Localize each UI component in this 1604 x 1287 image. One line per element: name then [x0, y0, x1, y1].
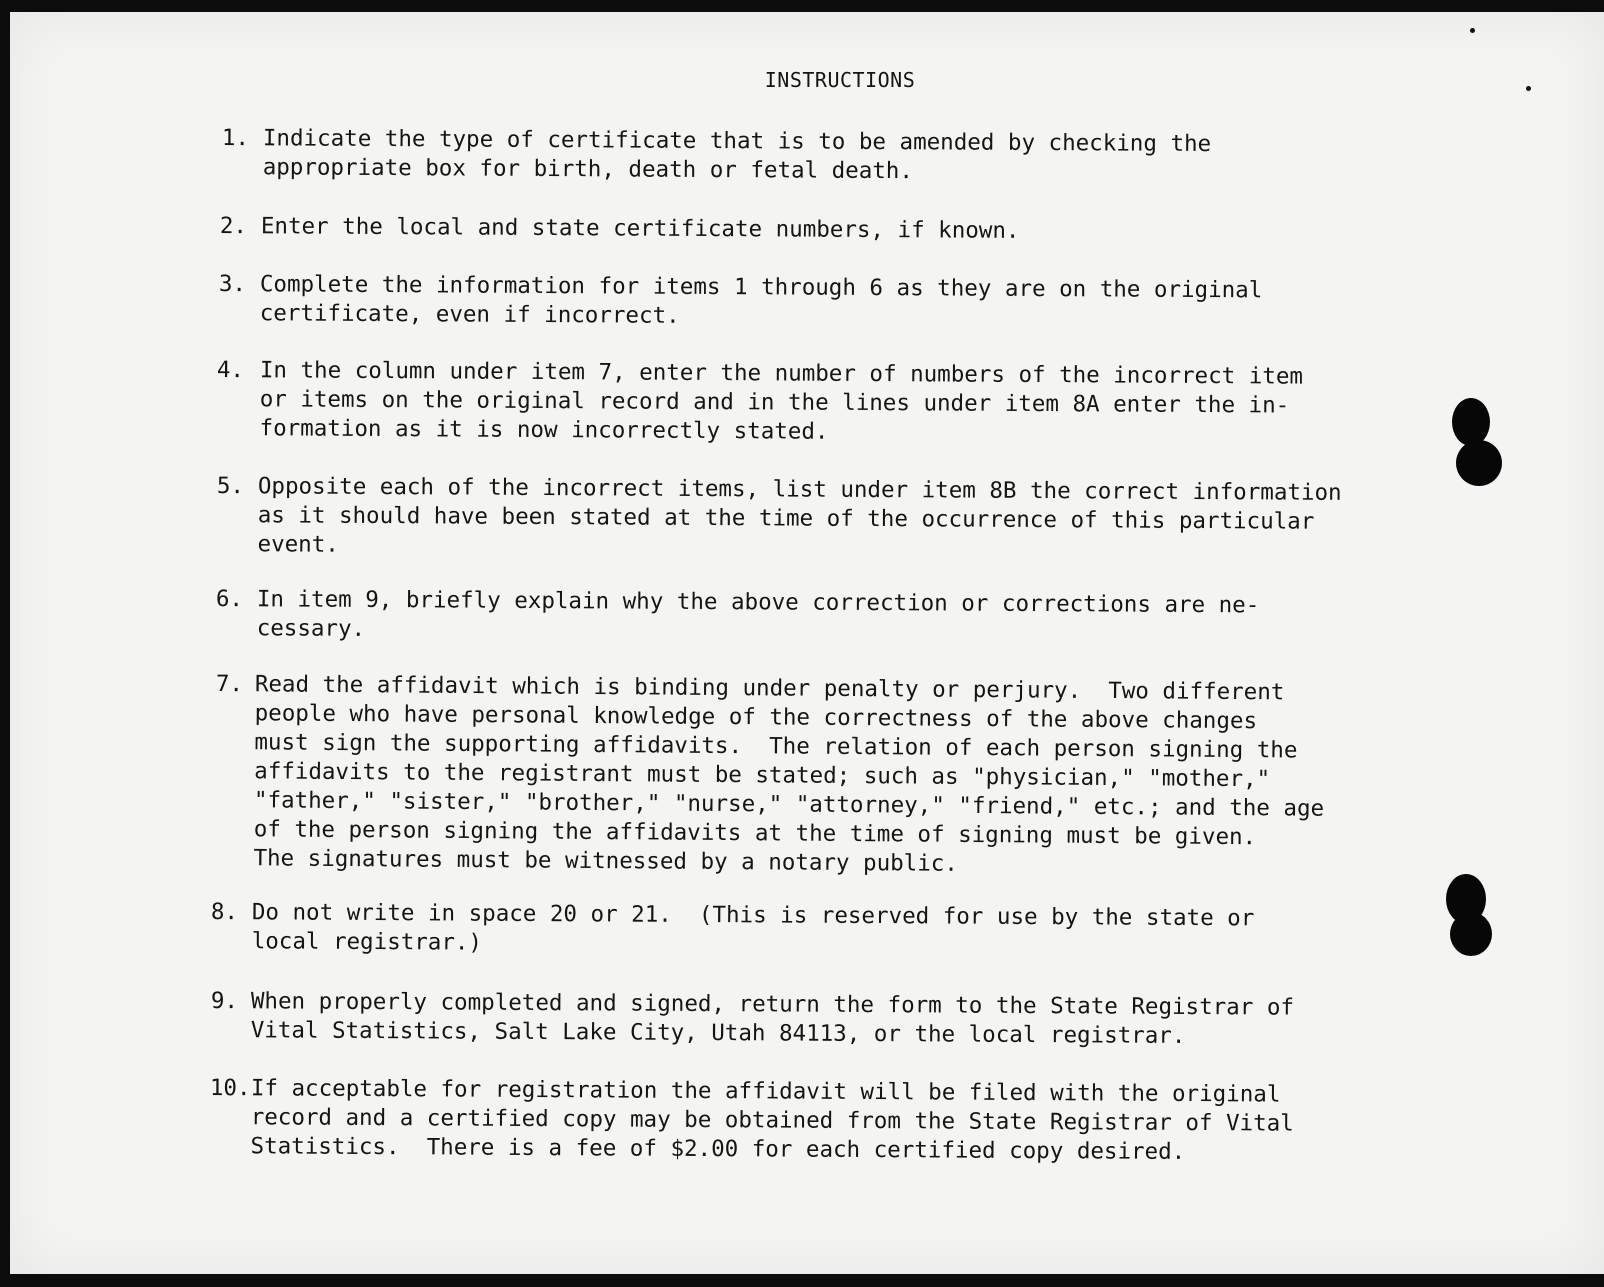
instruction-text [252, 898, 1255, 962]
instruction-line: appropriate box for birth, death or fetal death. [262, 154, 914, 185]
page-title: INSTRUCTIONS [764, 68, 916, 92]
instruction-line: or items on the original record and in the lines under item 8A enter the in- [259, 386, 1290, 419]
instruction-line: Vital Statistics, Salt Lake City, Utah 84113, or the local registrar. [250, 1017, 1186, 1049]
instruction-text [253, 670, 1325, 881]
instruction-line: Statistics. There is a fee of $2.00 for each certified copy desired. [250, 1133, 1186, 1165]
instruction-number: 8. [210, 899, 239, 926]
instruction-line: record and a certified copy may be obtained from the State Registrar of Vital [250, 1104, 1294, 1137]
instruction-line: as it should have been stated at the time of the occurrence of this particular [257, 502, 1315, 535]
instruction-text [257, 472, 1341, 566]
instruction-number: 1. [221, 124, 250, 152]
instruction-number: 4. [216, 356, 245, 384]
instruction-line: In the column under item 7, enter the number of numbers of the incorrect item [259, 357, 1304, 390]
paper-sheet [10, 12, 1604, 1274]
instruction-line: In item 9, briefly explain why the above correction or corrections are ne- [256, 586, 1260, 619]
instruction-line: of the person signing the affidavits at the time of signing must be given. [253, 816, 1257, 851]
speck-mark [1526, 86, 1531, 91]
instruction-number: 6. [215, 586, 244, 613]
instruction-line: If acceptable for registration the affidavit will be filed with the original [250, 1075, 1281, 1108]
speck-mark [1470, 28, 1475, 33]
instruction-line: Enter the local and state certificate numbers, if known. [260, 213, 1020, 244]
instruction-text [251, 987, 1294, 1051]
instruction-number: 7. [215, 670, 244, 698]
instruction-line: Indicate the type of certificate that is to be amended by checking the [262, 125, 1212, 158]
instruction-line: event. [257, 531, 339, 558]
instruction-line: cessary. [256, 615, 366, 642]
instruction-text [257, 585, 1260, 649]
instruction-number: 3. [218, 270, 247, 298]
binding-hole-mark-upper-lower [1456, 440, 1502, 486]
instruction-number: 9. [210, 988, 239, 1015]
instruction-line: must sign the supporting affidavits. The relation of each person signing the [254, 729, 1298, 764]
instruction-line: local registrar.) [251, 928, 483, 956]
instruction-line: Read the affidavit which is binding under penalty or perjury. Two different [254, 671, 1285, 706]
instruction-number: 2. [219, 212, 248, 240]
instruction-line: affidavits to the registrant must be stated; such as "physician," "mother," [254, 758, 1271, 793]
instruction-line: Complete the information for items 1 through 6 as they are on the original [259, 271, 1263, 304]
binding-hole-mark-lower-lower [1450, 912, 1492, 956]
instruction-line: When properly completed and signed, return the form to the State Registrar of [250, 988, 1295, 1021]
instruction-line: people who have personal knowledge of the correctness of the above changes [254, 700, 1258, 735]
instruction-line: Do not write in space 20 or 21. (This is reserved for use by the state or [251, 899, 1255, 932]
instruction-line: "father," "sister," "brother," "nurse," "attorney," "friend," etc.; and the age [253, 787, 1325, 822]
instruction-text [259, 356, 1303, 449]
instruction-text [260, 270, 1263, 334]
instruction-text [250, 1074, 1294, 1167]
instruction-line: certificate, even if incorrect. [259, 300, 680, 329]
instruction-line: Opposite each of the incorrect items, list under item 8B the correct information [257, 473, 1342, 506]
instruction-number: 10. [209, 1075, 251, 1102]
instruction-number: 5. [216, 472, 245, 500]
instruction-line: formation as it is now incorrectly stated. [259, 415, 829, 445]
instruction-text [261, 212, 1020, 246]
instruction-line: The signatures must be witnessed by a notary public. [253, 845, 959, 877]
binding-hole-mark-upper [1452, 398, 1490, 446]
instruction-text [263, 124, 1212, 188]
